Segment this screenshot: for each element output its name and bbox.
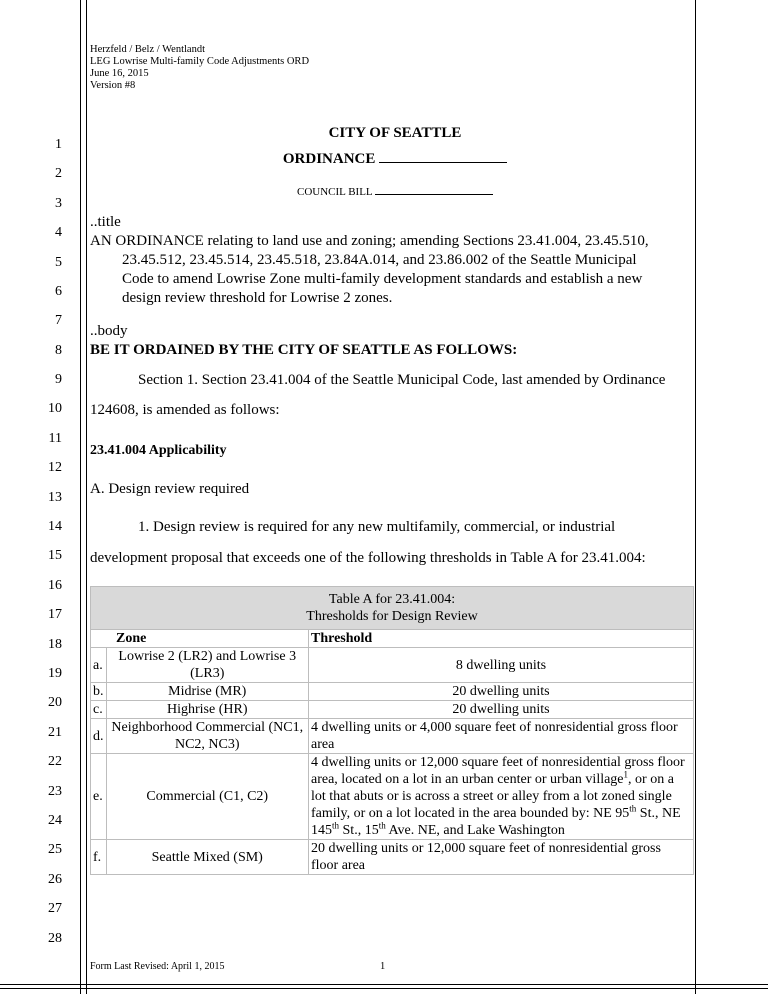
line-number: 2 <box>55 166 62 181</box>
council-bill-label: COUNCIL BILL <box>296 186 373 198</box>
line-number: 21 <box>48 725 62 740</box>
line-number: 23 <box>48 784 62 799</box>
subsection-heading: A. Design review required <box>90 481 250 497</box>
line-number: 27 <box>48 901 62 916</box>
row-zone: Highrise (HR) <box>106 701 309 719</box>
table-header-row <box>91 630 694 648</box>
row-letter: d. <box>91 719 107 754</box>
ordinance-number-blank <box>379 162 507 163</box>
margin-rule-left-2 <box>86 0 87 994</box>
footnote-ref: 1 <box>623 769 629 780</box>
row-letter: a. <box>91 648 107 683</box>
header-authors: Herzfeld / Belz / Wentlandt <box>90 44 206 55</box>
row-threshold: 20 dwelling units <box>309 701 694 719</box>
line-number: 9 <box>55 372 62 387</box>
row-threshold: 20 dwelling units or 12,000 square feet of nonresidential gross floor area <box>309 840 694 875</box>
line-number: 26 <box>48 872 62 887</box>
column-header-zone: Zone <box>106 630 309 648</box>
table-row <box>91 840 694 875</box>
line-number: 13 <box>48 490 62 505</box>
line-number: 15 <box>48 548 62 563</box>
line-number: 14 <box>48 519 62 534</box>
line-number: 3 <box>55 196 62 211</box>
margin-rule-left-1 <box>80 0 81 994</box>
row-zone: Lowrise 2 (LR2) and Lowrise 3 (LR3) <box>106 648 309 683</box>
item-1-text: 1. Design review is required for any new multifamily, commercial, or industrial <box>138 519 616 535</box>
row-letter: c. <box>91 701 107 719</box>
row-threshold: 4 dwelling units or 12,000 square feet of nonresidential gross floor area, located on a lot in an urban center or urban village$^1$, or on a lot that abuts or is across a street or alley from a lot zoned single family, or on a lot located in the area bounded by: NE 95th St., NE 145th St., 15th Ave. NE, and Lake Washington <box>309 754 694 840</box>
line-number: 24 <box>48 813 62 828</box>
table-caption-line2: Thresholds for Design Review <box>306 609 478 624</box>
line-number: 11 <box>48 431 62 446</box>
design-review-threshold-table <box>90 586 694 875</box>
line-number: 10 <box>48 401 62 416</box>
header-doc-name: LEG Lowrise Multi-family Code Adjustments ORD <box>90 56 310 67</box>
table-row <box>91 648 694 683</box>
margin-rule-right <box>695 0 696 994</box>
section1-text: Section 1. Section 23.41.004 of the Seattle Municipal Code, last amended by Ordinance <box>138 372 666 388</box>
line-number: 16 <box>48 578 62 593</box>
title-marker: ..title <box>90 214 121 230</box>
ordinance-body-block <box>90 322 690 360</box>
row-zone: Midrise (MR) <box>106 683 309 701</box>
line-number: 18 <box>48 637 62 652</box>
line-number: 5 <box>55 255 62 270</box>
bottom-rule-1 <box>0 984 768 985</box>
table-row <box>91 701 694 719</box>
line-number: 8 <box>55 343 62 358</box>
line-number: 17 <box>48 607 62 622</box>
line-number: 19 <box>48 666 62 681</box>
table-row <box>91 754 694 840</box>
item-1-text-cont: development proposal that exceeds one of the following thresholds in Table A for 23.41.004: <box>90 550 646 566</box>
header-version: Version #8 <box>90 80 136 91</box>
ordinance-label: ORDINANCE <box>282 151 376 167</box>
row-zone: Neighborhood Commercial (NC1, NC2, NC3) <box>106 719 309 754</box>
form-revised-footer: Form Last Revised: April 1, 2015 <box>90 961 225 972</box>
line-number: 6 <box>55 284 62 299</box>
row-threshold: 8 dwelling units <box>309 648 694 683</box>
section1-text-cont: 124608, is amended as follows: <box>90 402 280 418</box>
ordinance-title-block <box>90 213 690 308</box>
row-zone: Seattle Mixed (SM) <box>106 840 309 875</box>
bottom-rule-2 <box>0 988 768 989</box>
line-number: 20 <box>48 695 62 710</box>
row-zone: Commercial (C1, C2) <box>106 754 309 840</box>
council-bill-line <box>95 186 695 198</box>
line-number: 1 <box>55 137 62 152</box>
row-threshold: 20 dwelling units <box>309 683 694 701</box>
document-header <box>90 44 309 92</box>
line-number: 12 <box>48 460 62 475</box>
council-bill-blank <box>375 194 493 195</box>
line-number: 4 <box>55 225 62 240</box>
table-caption-row <box>91 587 694 630</box>
enacting-clause: BE IT ORDAINED BY THE CITY OF SEATTLE AS FOLLOWS: <box>90 342 518 358</box>
code-section-heading: 23.41.004 Applicability <box>90 443 227 458</box>
row-threshold: 4 dwelling units or 4,000 square feet of nonresidential gross floor area <box>309 719 694 754</box>
title-text-line: design review threshold for Lowrise 2 zones. <box>122 290 393 306</box>
title-text-line: Code to amend Lowrise Zone multi-family development standards and establish a new <box>122 271 643 287</box>
body-marker: ..body <box>90 323 128 339</box>
column-header-threshold: Threshold <box>309 630 694 648</box>
city-heading: CITY OF SEATTLE <box>328 125 462 141</box>
row-letter: f. <box>91 840 107 875</box>
ordinance-heading <box>95 151 695 168</box>
table-caption-line1: Table A for 23.41.004: <box>328 592 456 607</box>
page-number: 1 <box>380 961 386 972</box>
line-number: 28 <box>48 931 62 946</box>
table-caption <box>91 587 694 630</box>
line-number: 7 <box>55 313 62 328</box>
table-row <box>91 683 694 701</box>
line-number: 25 <box>48 842 62 857</box>
title-text-line: 23.45.512, 23.45.514, 23.45.518, 23.84A.014, and 23.86.002 of the Seattle Municipal <box>122 252 637 268</box>
row-letter: b. <box>91 683 107 701</box>
header-date: June 16, 2015 <box>90 68 149 79</box>
line-number: 22 <box>48 754 62 769</box>
title-text-line: AN ORDINANCE relating to land use and zoning; amending Sections 23.41.004, 23.45.510, <box>90 233 649 249</box>
table-row <box>91 719 694 754</box>
row-letter: e. <box>91 754 107 840</box>
